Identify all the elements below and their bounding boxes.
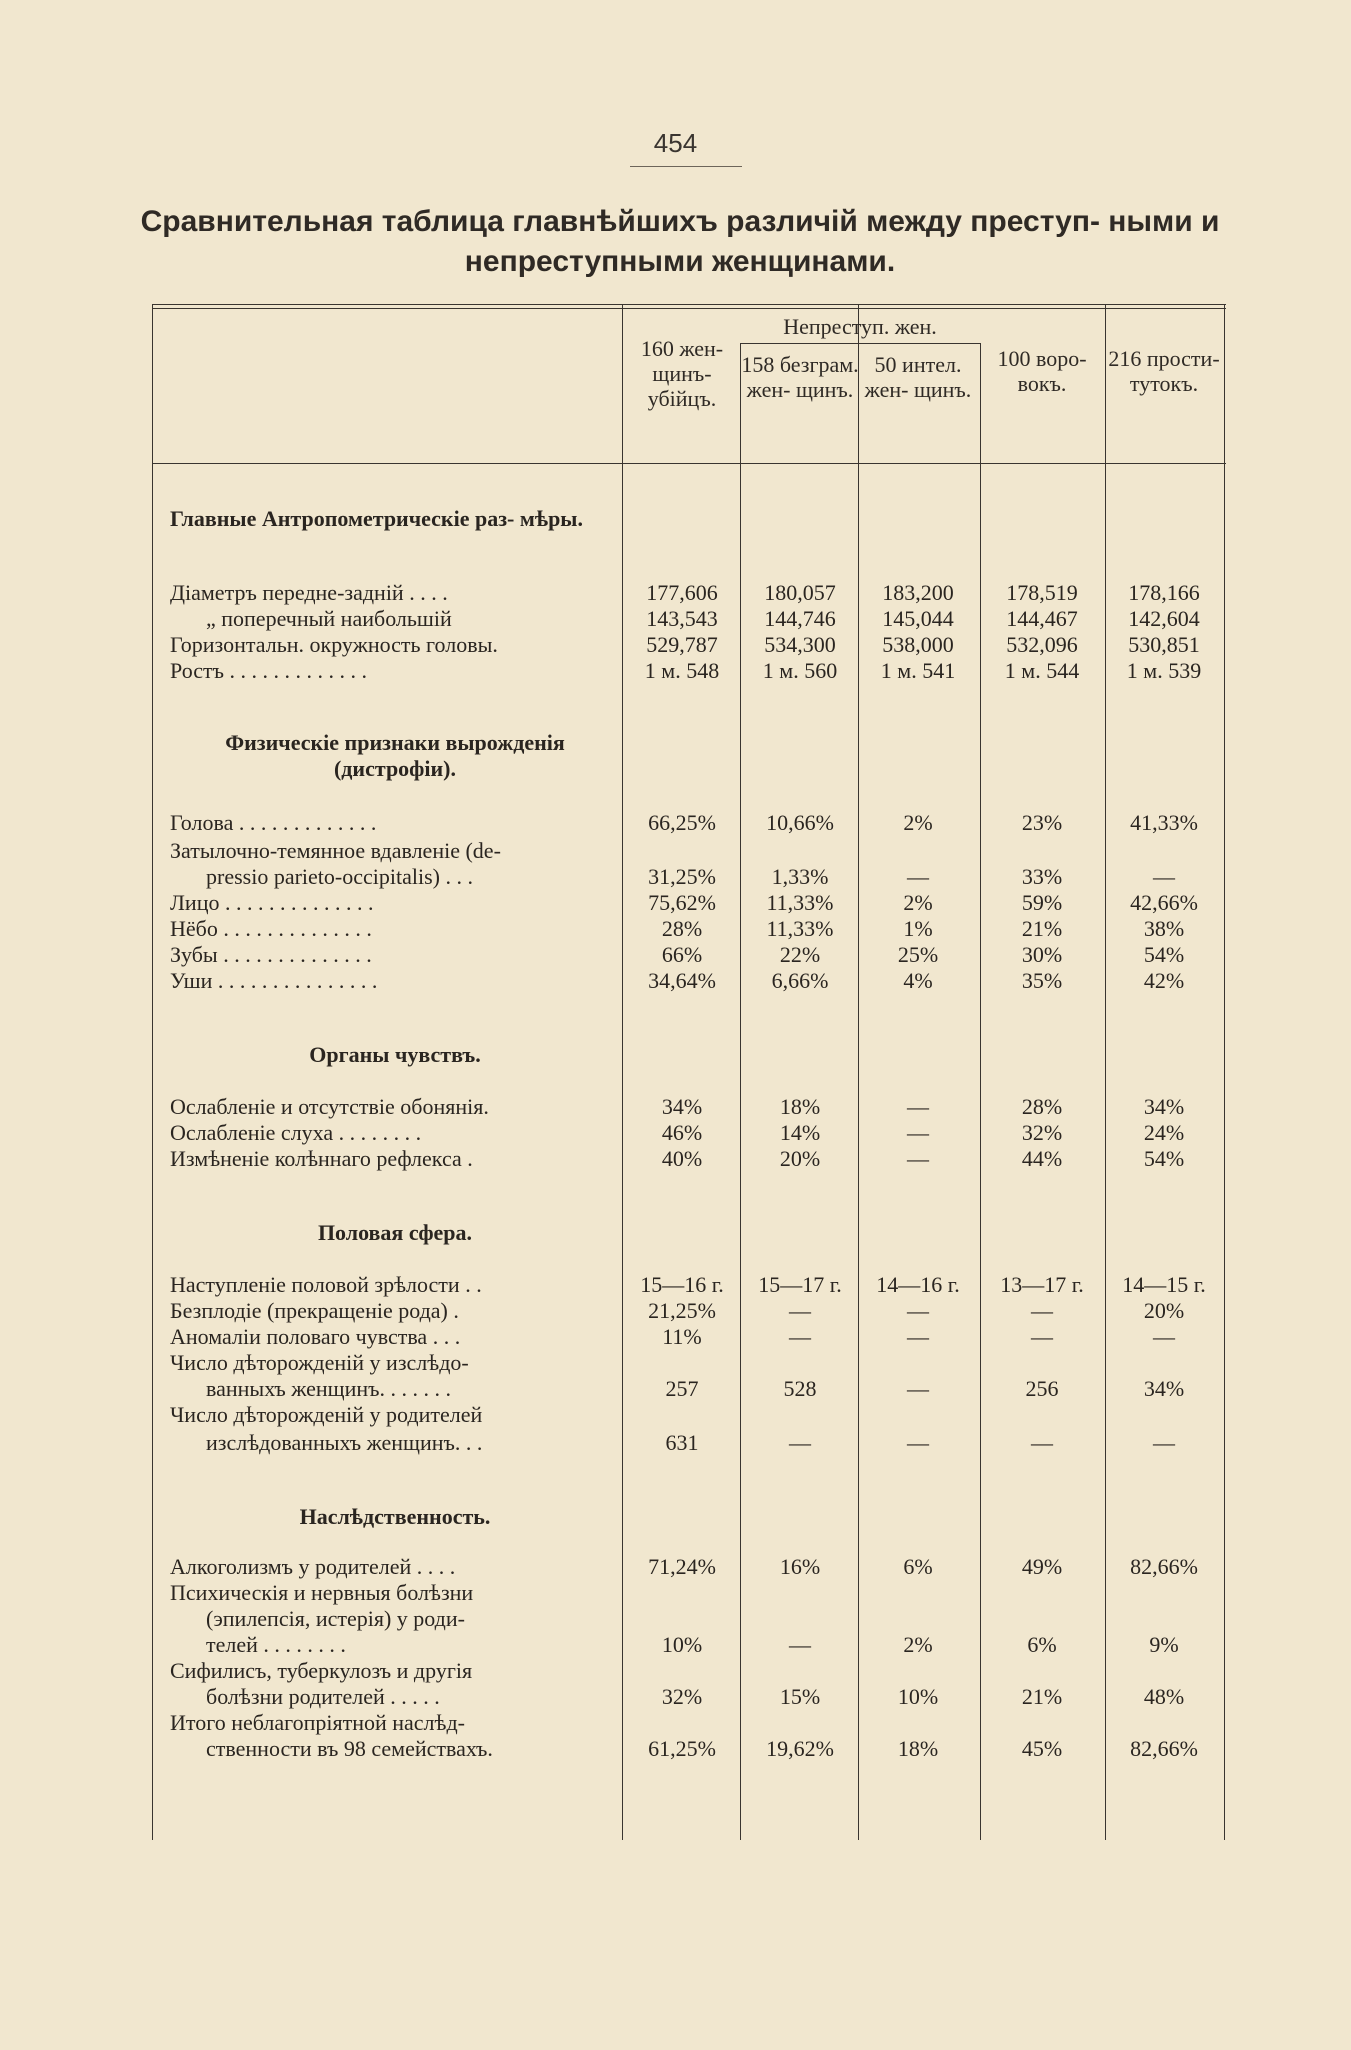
column-header: 158 безграм. жен- щинъ. <box>741 352 859 402</box>
table-cell: 143,543 <box>646 606 718 631</box>
table-cell: 16% <box>779 1554 821 1579</box>
table-cell: 25% <box>897 942 939 967</box>
table-cell: 528 <box>783 1376 817 1401</box>
page-number: 454 <box>653 128 698 158</box>
table-cell: 24% <box>1143 1120 1185 1145</box>
row-label: Психическія и нервныя болѣзни <box>170 1580 474 1605</box>
table-left-rule <box>152 304 153 1840</box>
table-cell: 42% <box>1143 968 1185 993</box>
table-cell: 6% <box>903 1554 933 1579</box>
table-cell: 32% <box>661 1684 703 1709</box>
table-cell: 2% <box>903 810 933 835</box>
table-cell: 66,25% <box>648 810 716 835</box>
row-label: Нёбо . . . . . . . . . . . . . . <box>170 916 372 941</box>
table-cell: 529,787 <box>646 632 718 657</box>
row-label: Безплодіе (прекращеніе рода) . <box>170 1298 459 1323</box>
table-cell: 2% <box>903 1632 933 1657</box>
table-cell: 15% <box>779 1684 821 1709</box>
table-cell: 11,33% <box>766 890 834 915</box>
table-cell: 13—17 г. <box>1000 1272 1084 1297</box>
table-cell: 257 <box>665 1376 699 1401</box>
table-cell: 1 м. 544 <box>1004 658 1080 683</box>
table-cell: 10,66% <box>766 810 834 835</box>
table-cell: 66% <box>661 942 703 967</box>
table-cell: 534,300 <box>764 632 836 657</box>
row-label: Уши . . . . . . . . . . . . . . . <box>170 968 378 993</box>
section-title: Главные Антропометрическіе раз- мѣры. <box>170 506 583 531</box>
row-label: Число дѣторожденій у родителей <box>170 1402 483 1427</box>
table-cell: 21% <box>1021 1684 1063 1709</box>
table-cell: 38% <box>1143 916 1185 941</box>
table-cell: — <box>907 1120 929 1145</box>
table-cell: 10% <box>897 1684 939 1709</box>
table-cell: 1% <box>903 916 933 941</box>
table-cell: — <box>907 1324 929 1349</box>
table-cell: 15—17 г. <box>758 1272 842 1297</box>
row-label: Алкоголизмъ у родителей . . . . <box>170 1554 456 1579</box>
table-cell: 20% <box>1143 1298 1185 1323</box>
table-cell: 34% <box>1143 1094 1185 1119</box>
table-cell: — <box>789 1324 811 1349</box>
section-title: Органы чувствъ. <box>309 1042 481 1067</box>
table-cell: 59% <box>1021 890 1063 915</box>
table-cell: 41,33% <box>1130 810 1198 835</box>
table-cell: 40% <box>661 1146 703 1171</box>
table-cell: 20% <box>779 1146 821 1171</box>
table-cell: — <box>907 864 929 889</box>
table-cell: 82,66% <box>1130 1554 1198 1579</box>
table-cell: 532,096 <box>1006 632 1078 657</box>
row-label: Аномаліи половаго чувства . . . <box>170 1324 461 1349</box>
column-header: 100 воро- вокъ. <box>997 346 1087 396</box>
table-cell: 145,044 <box>882 606 954 631</box>
table-cell: 18% <box>897 1736 939 1761</box>
row-label: Ростъ . . . . . . . . . . . . . <box>170 658 367 683</box>
table-cell: 1,33% <box>771 864 829 889</box>
section-title: Половая сфера. <box>317 1220 473 1245</box>
table-cell: 21,25% <box>648 1298 716 1323</box>
header-bottom-rule <box>152 463 1226 464</box>
section-title: Наслѣдственность. <box>299 1504 491 1529</box>
table-cell: 178,166 <box>1128 580 1200 605</box>
table-cell: 9% <box>1149 1632 1179 1657</box>
table-top-rule <box>152 304 1226 305</box>
table-cell: 14—16 г. <box>876 1272 960 1297</box>
row-label: Лицо . . . . . . . . . . . . . . <box>170 890 374 915</box>
table-cell: — <box>907 1146 929 1171</box>
table-cell: — <box>789 1632 811 1657</box>
table-cell: 177,606 <box>646 580 718 605</box>
column-rule <box>858 304 859 1840</box>
row-label: pressio parieto-occipitalis) . . . <box>206 864 473 889</box>
table-cell: 75,62% <box>648 890 716 915</box>
table-cell: 42,66% <box>1130 890 1198 915</box>
column-header: 216 прости- тутокъ. <box>1108 346 1220 396</box>
row-label: Затылочно-темянное вдавленіе (de- <box>170 838 501 863</box>
table-cell: 34% <box>661 1094 703 1119</box>
row-label: Число дѣторожденій у изслѣдо- <box>170 1350 469 1375</box>
table-cell: 28% <box>661 916 703 941</box>
table-cell: 34% <box>1143 1376 1185 1401</box>
column-rule <box>622 304 623 1840</box>
table-cell: 15—16 г. <box>640 1272 724 1297</box>
table-cell: 631 <box>665 1430 699 1455</box>
table-cell: — <box>789 1430 811 1455</box>
row-label: (эпилепсія, истерія) у роди- <box>206 1606 465 1631</box>
table-cell: 30% <box>1021 942 1063 967</box>
row-label: телей . . . . . . . . <box>206 1632 346 1657</box>
table-cell: — <box>907 1376 929 1401</box>
row-label: Голова . . . . . . . . . . . . . <box>170 810 377 835</box>
row-label: Итого неблагопріятной наслѣд- <box>170 1710 466 1735</box>
table-cell: 1 м. 541 <box>880 658 956 683</box>
table-cell: 31,25% <box>648 864 716 889</box>
table-cell: 1 м. 560 <box>762 658 838 683</box>
table-cell: 14% <box>779 1120 821 1145</box>
section-title: Физическіе признаки вырожденія (дистрофіи). <box>225 730 565 781</box>
table-cell: 48% <box>1143 1684 1185 1709</box>
table-cell: 18% <box>779 1094 821 1119</box>
column-rule <box>1224 304 1225 1840</box>
table-cell: 6,66% <box>771 968 829 993</box>
table-cell: 32% <box>1021 1120 1063 1145</box>
row-label: „ поперечный наибольшій <box>206 606 452 631</box>
table-cell: 23% <box>1021 810 1063 835</box>
table-cell: 10% <box>661 1632 703 1657</box>
table-cell: 183,200 <box>882 580 954 605</box>
row-label: ственности въ 98 семействахъ. <box>206 1736 493 1761</box>
table-cell: 2% <box>903 890 933 915</box>
group-header-nonexpected-women: Непреступ. жен. <box>783 314 937 339</box>
table-cell: 1 м. 548 <box>644 658 720 683</box>
table-cell: 256 <box>1025 1376 1059 1401</box>
table-cell: 54% <box>1143 1146 1185 1171</box>
row-label: Ослабленіе слуха . . . . . . . . <box>170 1120 422 1145</box>
table-cell: 21% <box>1021 916 1063 941</box>
page-number-rule <box>630 166 742 167</box>
table-cell: 44% <box>1021 1146 1063 1171</box>
table-cell: 22% <box>779 942 821 967</box>
table-cell: — <box>907 1430 929 1455</box>
column-rule <box>980 343 981 1840</box>
table-cell: — <box>907 1298 929 1323</box>
table-cell: 33% <box>1021 864 1063 889</box>
column-rule <box>740 343 741 1840</box>
row-label: болѣзни родителей . . . . . <box>206 1684 440 1709</box>
table-cell: — <box>789 1298 811 1323</box>
row-label: Горизонтальн. окружность головы. <box>170 632 498 657</box>
column-header: 160 жен- щинъ- убійцъ. <box>640 336 724 411</box>
row-label: ванныхъ женщинъ. . . . . . . <box>206 1376 452 1401</box>
table-cell: — <box>1031 1298 1053 1323</box>
group-header-rule <box>740 343 980 344</box>
table-cell: 82,66% <box>1130 1736 1198 1761</box>
table-cell: 6% <box>1027 1632 1057 1657</box>
table-cell: 1 м. 539 <box>1126 658 1202 683</box>
table-cell: 4% <box>903 968 933 993</box>
table-top-rule-inner <box>152 308 1226 309</box>
table-cell: 530,851 <box>1128 632 1200 657</box>
row-label: Наступленіе половой зрѣлости . . <box>170 1272 482 1297</box>
row-label: Ослабленіе и отсутствіе обонянія. <box>170 1094 489 1119</box>
table-cell: — <box>1153 864 1175 889</box>
table-cell: 54% <box>1143 942 1185 967</box>
table-cell: 49% <box>1021 1554 1063 1579</box>
row-label: Зубы . . . . . . . . . . . . . . <box>170 942 372 967</box>
row-label: изслѣдованныхъ женщинъ. . . <box>206 1430 483 1455</box>
page-title: Сравнительная таблица главнѣйшихъ различій между преступ- ными и непреступными женщинами. <box>140 205 1220 278</box>
table-cell: — <box>1153 1430 1175 1455</box>
table-cell: 11,33% <box>766 916 834 941</box>
table-cell: 14—15 г. <box>1122 1272 1206 1297</box>
table-cell: 19,62% <box>766 1736 834 1761</box>
row-label: Сифилисъ, туберкулозъ и другія <box>170 1658 473 1683</box>
table-cell: 45% <box>1021 1736 1063 1761</box>
row-label: Діаметръ передне-задній . . . . <box>170 580 448 605</box>
table-cell: — <box>1031 1430 1053 1455</box>
table-cell: — <box>907 1094 929 1119</box>
table-cell: — <box>1031 1324 1053 1349</box>
column-header: 50 интел. жен- щинъ. <box>864 352 972 402</box>
table-cell: 61,25% <box>648 1736 716 1761</box>
row-label: Измѣненіе колѣннаго рефлекса . <box>170 1146 473 1171</box>
column-rule <box>1105 304 1106 1840</box>
table-cell: 142,604 <box>1128 606 1200 631</box>
table-cell: 180,057 <box>764 580 836 605</box>
table-cell: 46% <box>661 1120 703 1145</box>
table-cell: 28% <box>1021 1094 1063 1119</box>
table-cell: 71,24% <box>648 1554 716 1579</box>
table-cell: 11% <box>662 1324 702 1349</box>
table-cell: — <box>1153 1324 1175 1349</box>
table-cell: 34,64% <box>648 968 716 993</box>
table-cell: 144,467 <box>1006 606 1078 631</box>
table-cell: 35% <box>1021 968 1063 993</box>
table-cell: 178,519 <box>1006 580 1078 605</box>
table-cell: 144,746 <box>764 606 836 631</box>
table-cell: 538,000 <box>882 632 954 657</box>
